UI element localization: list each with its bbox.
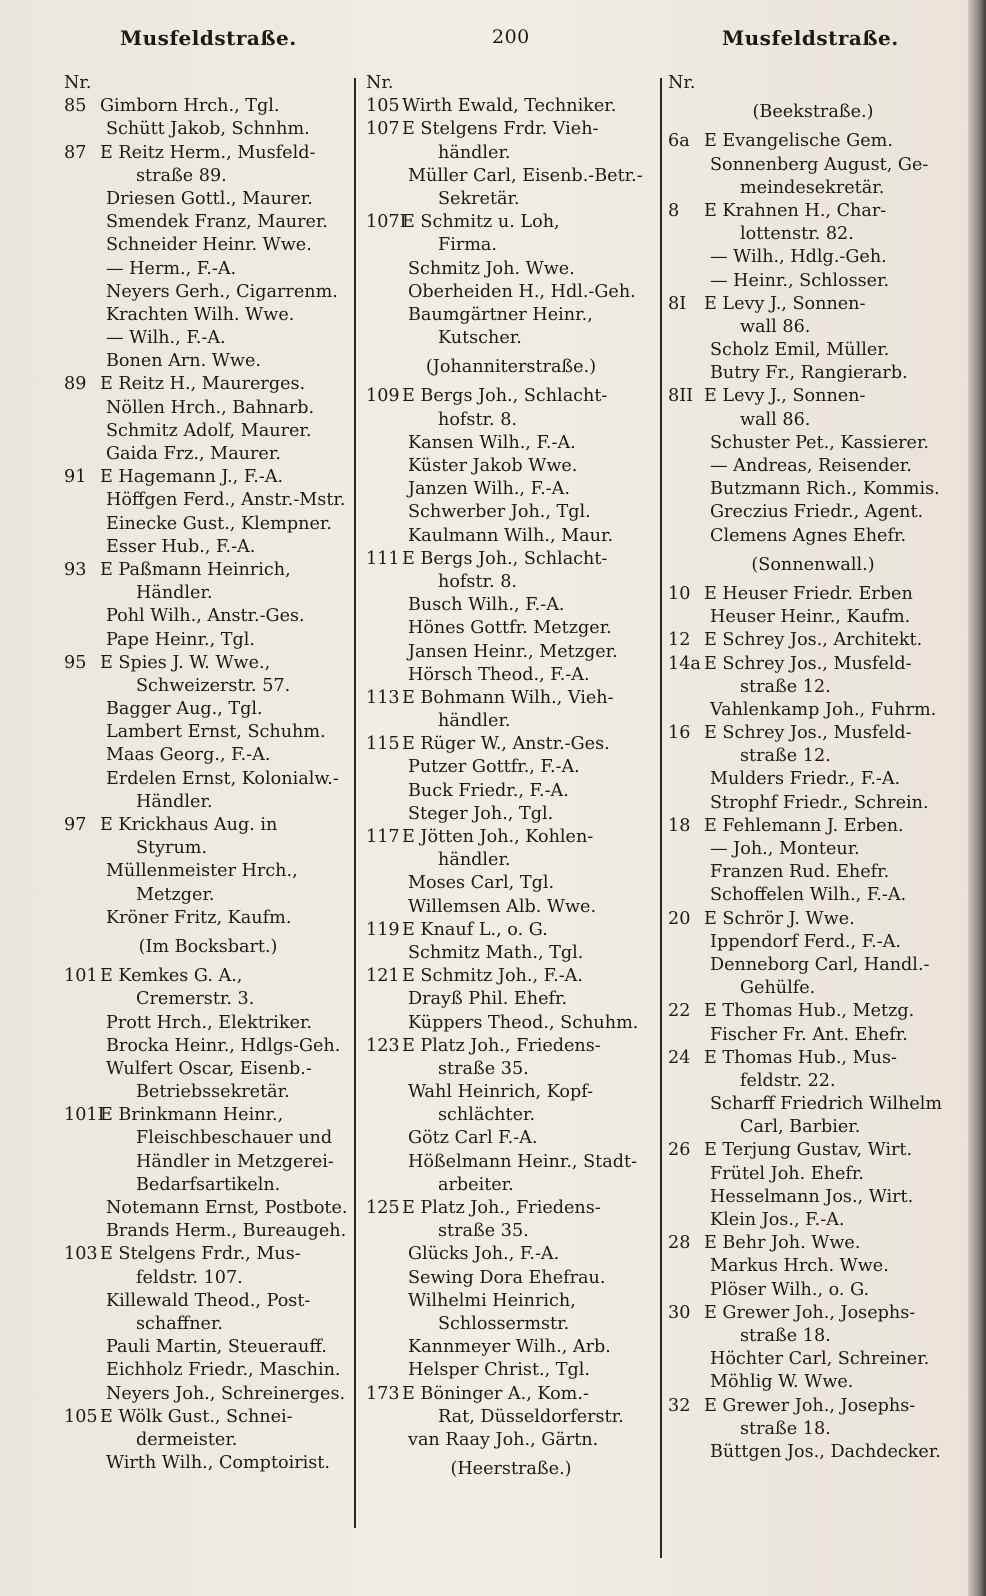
house-number: 117	[366, 827, 400, 847]
house-number: 32	[668, 1395, 691, 1416]
resident-text: E Grewer Joh., Josephs-	[704, 1302, 916, 1323]
house-number: 18	[668, 815, 691, 836]
resident-text: E Grewer Joh., Josephs-	[704, 1395, 916, 1416]
house-entry	[668, 583, 958, 606]
entry-continuation: schlächter.	[438, 1105, 536, 1126]
resident-entry: Höffgen Ferd., Anstr.-Mstr.	[106, 490, 346, 511]
resident-entry: Denneborg Carl, Handl.-	[710, 954, 930, 975]
resident-entry: Butry Fr., Rangierarb.	[710, 363, 908, 384]
entry-continuation: Fleischbeschauer und	[136, 1128, 333, 1149]
house-number: 107I	[366, 212, 407, 233]
resident-text: E Schmitz u. Loh,	[402, 212, 560, 233]
resident-entry: Butzmann Rich., Kommis.	[710, 479, 940, 500]
resident-text: E Knauf L., o. G.	[402, 919, 548, 940]
resident-entry: Lambert Ernst, Schuhm.	[106, 722, 326, 743]
resident-entry: Busch Wilh., F.-A.	[408, 595, 565, 616]
resident-text: E Schmitz Joh., F.-A.	[402, 966, 583, 987]
house-entry	[668, 130, 958, 153]
resident-text: E Schrey Jos., Musfeld-	[704, 653, 912, 674]
resident-entry: Scharff Friedrich Wilhelm	[710, 1094, 943, 1115]
resident-entry: Kaulmann Wilh., Maur.	[408, 525, 614, 546]
resident-text: E Bohmann Wilh., Vieh-	[402, 687, 614, 708]
house-number: 22	[668, 1001, 691, 1022]
column-1	[64, 72, 352, 1582]
resident-entry: Schwerber Joh., Tgl.	[408, 502, 591, 523]
resident-entry: Küster Jakob Wwe.	[408, 456, 578, 476]
resident-text: E Stelgens Frdr., Mus-	[100, 1244, 301, 1265]
cross-street-heading: (Im Bocksbart.)	[138, 936, 278, 957]
resident-entry: Helsper Christ., Tgl.	[408, 1360, 591, 1381]
resident-entry: Drayß Phil. Ehefr.	[408, 989, 568, 1010]
resident-entry: Klein Jos., F.-A.	[710, 1210, 845, 1230]
entry-continuation: Gehülfe.	[740, 978, 816, 999]
resident-entry: Vahlenkamp Joh., Fuhrm.	[710, 699, 937, 720]
resident-entry: Götz Carl F.-A.	[408, 1128, 538, 1149]
resident-entry: Schneider Heinr. Wwe.	[106, 235, 312, 256]
entry-continuation: dermeister.	[136, 1429, 238, 1450]
house-number: 105	[366, 96, 400, 117]
resident-entry: Putzer Gottfr., F.-A.	[408, 757, 580, 778]
cross-street-heading: (Beekstraße.)	[752, 102, 874, 123]
number-column-heading: Nr.	[668, 73, 696, 93]
resident-entry: Hörsch Theod., F.-A.	[408, 664, 590, 685]
house-number: 101I	[64, 1105, 105, 1126]
resident-entry: Buck Friedr., F.-A.	[408, 780, 569, 801]
entry-continuation: schaffner.	[136, 1313, 224, 1334]
house-entry	[668, 653, 958, 676]
house-number: 113	[366, 687, 400, 708]
house-entry	[668, 1232, 958, 1255]
resident-entry: Plöser Wilh., o. G.	[710, 1279, 870, 1300]
house-entry	[64, 1243, 352, 1266]
house-number: 16	[668, 723, 691, 744]
resident-entry: Schoffelen Wilh., F.-A.	[710, 885, 907, 906]
resident-entry: Gaida Frz., Maurer.	[106, 444, 281, 464]
cross-street-heading: (Johanniterstraße.)	[425, 357, 597, 378]
resident-entry: Moses Carl, Tgl.	[408, 873, 555, 894]
resident-entry: Wirth Wilh., Comptoirist.	[106, 1453, 330, 1474]
house-number: 105	[64, 1406, 98, 1427]
house-number: 91	[64, 467, 87, 488]
resident-entry: Strophf Friedr., Schrein.	[710, 792, 929, 813]
cross-street-heading: (Heerstraße.)	[450, 1459, 572, 1480]
resident-text: E Kemkes G. A.,	[100, 966, 243, 987]
house-entry	[668, 908, 958, 931]
column-divider	[660, 78, 662, 1558]
book-spine-edge	[968, 0, 986, 1596]
house-entry	[64, 1406, 352, 1429]
resident-text: E Spies J. W. Wwe.,	[100, 652, 271, 673]
house-number: 10	[668, 583, 691, 604]
entry-continuation: straße 35.	[438, 1058, 529, 1079]
house-number: 85	[64, 96, 87, 117]
resident-entry: Markus Hrch. Wwe.	[710, 1256, 889, 1277]
resident-entry: Wulfert Oscar, Eisenb.-	[106, 1058, 312, 1079]
house-number: 26	[668, 1140, 691, 1161]
house-number: 24	[668, 1047, 691, 1068]
resident-entry: — Wilh., Hdlg.-Geh.	[710, 247, 887, 268]
number-column-heading: Nr.	[366, 73, 394, 93]
resident-text: E Krahnen H., Char-	[704, 200, 887, 221]
resident-entry: Scholz Emil, Müller.	[710, 340, 890, 361]
entry-continuation: Händler in Metzgerei-	[136, 1151, 334, 1172]
house-entry	[366, 919, 656, 942]
house-number: 107	[366, 119, 400, 140]
resident-entry: Driesen Gottl., Maurer.	[106, 188, 313, 209]
resident-entry: Neyers Gerh., Cigarrenm.	[106, 281, 338, 302]
house-number: 97	[64, 815, 87, 835]
house-entry	[64, 142, 352, 165]
resident-entry: Möhlig W. Wwe.	[710, 1372, 854, 1393]
resident-entry: Franzen Rud. Ehefr.	[710, 862, 890, 883]
entry-continuation: händler.	[438, 850, 511, 871]
resident-text: E Paßmann Heinrich,	[100, 559, 291, 580]
house-number: 103	[64, 1244, 98, 1265]
house-entry	[366, 733, 656, 756]
house-number: 8	[668, 200, 680, 221]
resident-text: E Thomas Hub., Mus-	[704, 1047, 897, 1068]
house-number: 12	[668, 630, 691, 651]
resident-entry: Hönes Gottfr. Metzger.	[408, 618, 612, 639]
house-number: 109	[366, 386, 400, 407]
resident-entry: Brands Herm., Bureaugeh.	[106, 1221, 347, 1242]
house-entry	[366, 211, 656, 234]
resident-entry: Hesselmann Jos., Wirt.	[710, 1186, 914, 1207]
entry-continuation: Carl, Barbier.	[740, 1117, 861, 1138]
house-entry	[668, 1302, 958, 1325]
resident-entry: Eichholz Friedr., Maschin.	[106, 1360, 341, 1381]
resident-entry: van Raay Joh., Gärtn.	[408, 1429, 599, 1450]
house-number: 123	[366, 1035, 400, 1056]
house-entry	[366, 385, 656, 408]
resident-text: E Schrey Jos., Architekt.	[704, 630, 923, 651]
resident-entry: Krachten Wilh. Wwe.	[106, 304, 295, 325]
entry-continuation: händler.	[438, 142, 511, 163]
number-column-heading: Nr.	[64, 73, 92, 93]
entry-continuation: Metzger.	[136, 884, 215, 905]
entry-continuation: Kutscher.	[438, 328, 522, 349]
resident-entry: Heuser Heinr., Kaufm.	[710, 607, 911, 628]
resident-entry: Schütt Jakob, Schnhm.	[106, 119, 310, 140]
column-divider	[354, 78, 356, 1528]
resident-text: E Stelgens Frdr. Vieh-	[402, 119, 599, 140]
house-entry	[366, 965, 656, 988]
entry-continuation: straße 18.	[740, 1418, 831, 1439]
house-entry	[366, 687, 656, 710]
house-entry	[668, 1047, 958, 1070]
resident-text: E Schrey Jos., Musfeld-	[704, 723, 912, 744]
resident-text: E Heuser Friedr. Erben	[704, 583, 913, 604]
resident-entry: Schuster Pet., Kassierer.	[710, 432, 930, 453]
resident-text: Gimborn Hrch., Tgl.	[100, 96, 280, 117]
house-entry	[64, 652, 352, 675]
resident-entry: Mulders Friedr., F.-A.	[710, 769, 901, 790]
house-entry	[366, 548, 656, 571]
resident-entry: Smendek Franz, Maurer.	[106, 212, 329, 233]
entry-continuation: hofstr. 8.	[438, 571, 517, 592]
resident-entry: Schmitz Math., Tgl.	[408, 942, 584, 963]
resident-text: E Bergs Joh., Schlacht-	[402, 386, 608, 407]
resident-entry: Müller Carl, Eisenb.-Betr.-	[408, 165, 643, 186]
house-number: 93	[64, 559, 87, 580]
house-number: 125	[366, 1198, 400, 1218]
house-entry	[668, 1395, 958, 1418]
resident-entry: — Andreas, Reisender.	[710, 456, 912, 476]
resident-text: E Reitz H., Maurerges.	[100, 374, 306, 395]
house-number: 6a	[668, 131, 690, 152]
house-entry	[668, 293, 958, 316]
house-entry	[668, 385, 958, 408]
resident-entry: Höchter Carl, Schreiner.	[710, 1349, 930, 1370]
resident-text: E Jötten Joh., Kohlen-	[402, 827, 594, 847]
column-2	[366, 72, 656, 1582]
house-entry	[366, 1383, 656, 1406]
resident-text: Wirth Ewald, Techniker.	[402, 96, 617, 117]
resident-entry: Sewing Dora Ehefrau.	[408, 1267, 606, 1288]
house-entry	[366, 95, 656, 118]
house-entry	[64, 1104, 352, 1127]
house-entry	[64, 814, 352, 837]
column-3	[668, 72, 958, 1582]
resident-entry: — Heinr., Schlosser.	[710, 270, 890, 291]
entry-continuation: Rat, Düsseldorferstr.	[438, 1406, 624, 1427]
resident-entry: — Herm., F.-A.	[106, 258, 237, 279]
resident-entry: Ippendorf Ferd., F.-A.	[710, 931, 901, 952]
house-entry	[64, 965, 352, 988]
house-number: 111	[366, 548, 400, 569]
house-entry	[64, 466, 352, 489]
resident-entry: Wilhelmi Heinrich,	[408, 1290, 576, 1311]
resident-text: E Platz Joh., Friedens-	[402, 1035, 601, 1056]
resident-entry: Jansen Heinr., Metzger.	[408, 641, 618, 662]
resident-entry: Schmitz Adolf, Maurer.	[106, 420, 312, 441]
house-entry	[64, 559, 352, 582]
resident-text: E Terjung Gustav, Wirt.	[704, 1140, 913, 1161]
entry-continuation: Cremerstr. 3.	[136, 989, 255, 1010]
resident-entry: Brocka Heinr., Hdlgs-Geh.	[106, 1035, 341, 1056]
resident-entry: Nöllen Hrch., Bahnarb.	[106, 397, 315, 418]
house-number: 8I	[668, 293, 687, 314]
house-number: 101	[64, 966, 98, 987]
resident-entry: Prott Hrch., Elektriker.	[106, 1012, 313, 1033]
resident-entry: Fischer Fr. Ant. Ehefr.	[710, 1024, 908, 1045]
header-street-right: Musfeldstraße.	[722, 26, 899, 50]
resident-entry: Einecke Gust., Klempner.	[106, 513, 332, 534]
entry-continuation: meindesekretär.	[740, 177, 885, 198]
resident-entry: Erdelen Ernst, Kolonialw.-	[106, 768, 339, 789]
house-number: 14a	[668, 653, 701, 674]
entry-continuation: wall 86.	[740, 409, 811, 430]
resident-entry: — Joh., Monteur.	[710, 839, 860, 859]
house-entry	[64, 95, 352, 118]
resident-entry: Clemens Agnes Ehefr.	[710, 525, 907, 546]
resident-text: E Hagemann J., F.-A.	[100, 467, 284, 488]
entry-continuation: Firma.	[438, 235, 498, 256]
resident-entry: Notemann Ernst, Postbote.	[106, 1198, 348, 1218]
house-number: 119	[366, 919, 400, 940]
resident-entry: Oberheiden H., Hdl.-Geh.	[408, 281, 636, 302]
entry-continuation: Händler.	[136, 791, 213, 812]
resident-text: E Wölk Gust., Schnei-	[100, 1406, 293, 1427]
resident-entry: Greczius Friedr., Agent.	[710, 502, 924, 523]
entry-continuation: Händler.	[136, 583, 213, 604]
resident-entry: Glücks Joh., F.-A.	[408, 1244, 560, 1265]
resident-entry: Steger Joh., Tgl.	[408, 803, 554, 824]
resident-entry: Baumgärtner Heinr.,	[408, 304, 593, 325]
resident-text: E Levy J., Sonnen-	[704, 293, 866, 314]
entry-continuation: händler.	[438, 711, 511, 732]
resident-entry: Kannmeyer Wilh., Arb.	[408, 1337, 611, 1358]
page-header	[0, 26, 960, 60]
resident-text: E Behr Joh. Wwe.	[704, 1233, 861, 1254]
resident-entry: Maas Georg., F.-A.	[106, 745, 271, 766]
entry-continuation: arbeiter.	[438, 1174, 514, 1195]
entry-continuation: Schweizerstr. 57.	[136, 675, 291, 696]
entry-continuation: straße 89.	[136, 165, 227, 186]
entry-continuation: hofstr. 8.	[438, 409, 517, 430]
house-number: 115	[366, 734, 400, 755]
resident-entry: Killewald Theod., Post-	[106, 1290, 311, 1311]
house-entry	[366, 826, 656, 849]
resident-entry: Janzen Wilh., F.-A.	[408, 479, 570, 500]
entry-continuation: Bedarfsartikeln.	[136, 1174, 281, 1195]
house-entry	[668, 815, 958, 838]
entry-continuation: Sekretär.	[438, 188, 520, 209]
resident-entry: Pape Heinr., Tgl.	[106, 629, 255, 650]
resident-entry: Kansen Wilh., F.-A.	[408, 432, 576, 453]
entry-continuation: Schlossermstr.	[438, 1313, 570, 1334]
resident-text: E Schrör J. Wwe.	[704, 908, 855, 929]
resident-text: E Rüger W., Anstr.-Ges.	[402, 734, 610, 755]
resident-text: E Levy J., Sonnen-	[704, 386, 866, 407]
resident-entry: Pohl Wilh., Anstr.-Ges.	[106, 606, 305, 627]
resident-entry: Bagger Aug., Tgl.	[106, 699, 263, 720]
resident-entry: Hößelmann Heinr., Stadt-	[408, 1151, 638, 1172]
house-number: 173	[366, 1383, 400, 1404]
resident-text: E Platz Joh., Friedens-	[402, 1198, 601, 1218]
resident-text: E Bergs Joh., Schlacht-	[402, 548, 608, 569]
page-number: 200	[492, 26, 530, 48]
entry-continuation: feldstr. 107.	[136, 1267, 243, 1288]
entry-continuation: wall 86.	[740, 316, 811, 337]
resident-entry: Kröner Fritz, Kaufm.	[106, 907, 292, 928]
entry-continuation: straße 35.	[438, 1221, 529, 1242]
house-entry	[366, 118, 656, 141]
entry-continuation: Styrum.	[136, 838, 208, 859]
house-number: 95	[64, 652, 87, 673]
resident-entry: Büttgen Jos., Dachdecker.	[710, 1441, 941, 1462]
resident-text: E Fehlemann J. Erben.	[704, 815, 904, 836]
resident-entry: — Wilh., F.-A.	[106, 328, 226, 349]
resident-entry: Neyers Joh., Schreinerges.	[106, 1383, 346, 1404]
resident-text: E Krickhaus Aug. in	[100, 815, 278, 835]
resident-text: E Reitz Herm., Musfeld-	[100, 142, 316, 163]
house-number: 30	[668, 1302, 691, 1323]
header-street-left: Musfeldstraße.	[120, 26, 297, 50]
house-number: 8II	[668, 386, 694, 407]
house-entry	[668, 200, 958, 223]
resident-text: E Brinkmann Heinr.,	[100, 1105, 284, 1126]
resident-entry: Schmitz Joh. Wwe.	[408, 258, 575, 279]
house-entry	[64, 373, 352, 396]
entry-continuation: straße 12.	[740, 746, 831, 767]
resident-text: E Evangelische Gem.	[704, 131, 893, 152]
house-number: 20	[668, 908, 691, 929]
house-number: 89	[64, 374, 87, 395]
resident-entry: Willemsen Alb. Wwe.	[408, 896, 597, 917]
entry-continuation: straße 12.	[740, 676, 831, 697]
house-entry	[366, 1035, 656, 1058]
resident-text: E Thomas Hub., Metzg.	[704, 1001, 915, 1022]
resident-entry: Küppers Theod., Schuhm.	[408, 1012, 639, 1033]
resident-entry: Frütel Joh. Ehefr.	[710, 1163, 864, 1184]
house-number: 28	[668, 1233, 691, 1254]
house-number: 87	[64, 142, 87, 163]
resident-entry: Esser Hub., F.-A.	[106, 536, 256, 557]
entry-continuation: Betriebssekretär.	[136, 1082, 290, 1103]
resident-entry: Müllenmeister Hrch.,	[106, 861, 298, 882]
entry-continuation: lottenstr. 82.	[740, 224, 854, 245]
resident-entry: Sonnenberg August, Ge-	[710, 154, 929, 175]
entry-continuation: feldstr. 22.	[740, 1070, 836, 1091]
resident-text: E Böninger A., Kom.-	[402, 1383, 589, 1404]
house-entry	[668, 1139, 958, 1162]
house-entry	[366, 1197, 656, 1220]
resident-entry: Pauli Martin, Steuerauff.	[106, 1337, 327, 1358]
house-entry	[668, 629, 958, 652]
cross-street-heading: (Sonnenwall.)	[751, 554, 875, 575]
house-number: 121	[366, 966, 400, 987]
entry-continuation: straße 18.	[740, 1325, 831, 1346]
house-entry	[668, 722, 958, 745]
resident-entry: Bonen Arn. Wwe.	[106, 351, 261, 372]
house-entry	[668, 1000, 958, 1023]
resident-entry: Wahl Heinrich, Kopf-	[408, 1082, 594, 1103]
